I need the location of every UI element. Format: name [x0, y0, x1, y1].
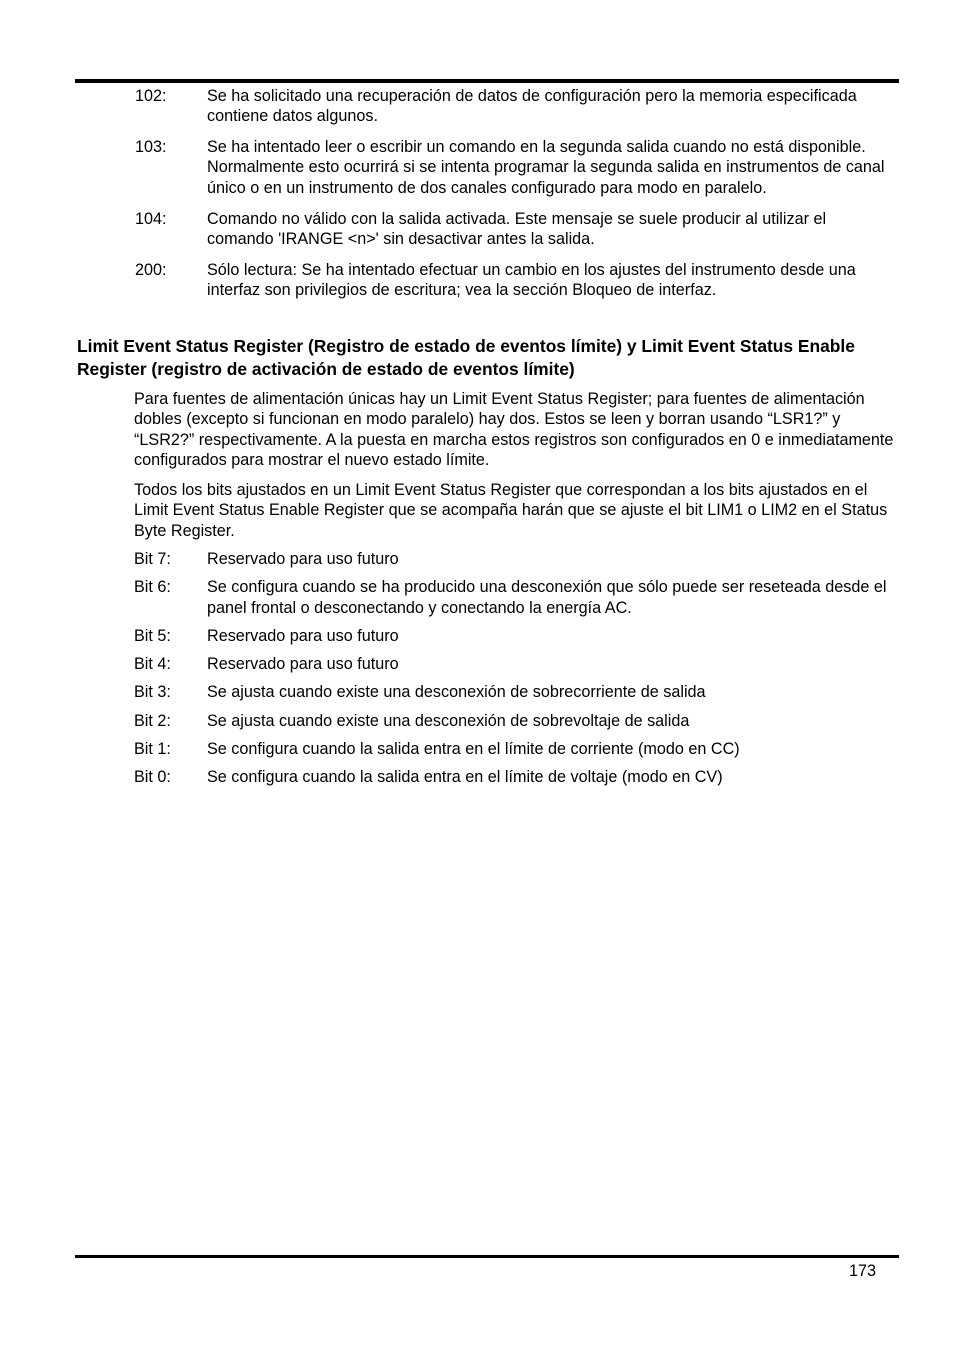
error-entry-102	[135, 86, 895, 127]
bit-item-2	[134, 711, 896, 731]
page-number: 173	[848, 1262, 876, 1280]
bit-label: Bit 3:	[134, 683, 171, 702]
bit-label: Bit 0:	[134, 768, 171, 787]
bit-label: Bit 1:	[134, 740, 171, 759]
bit-label: Bit 2:	[134, 711, 171, 730]
error-code: 104:	[135, 210, 167, 229]
bit-description: Se configura cuando se ha producido una desconexión que sólo puede ser reseteada desde el panel frontal o desconectando y conectando la energía AC.	[207, 578, 887, 617]
error-code: 103:	[135, 137, 167, 156]
error-entry-103	[135, 137, 895, 198]
error-code-list	[135, 86, 895, 301]
section-paragraph-1: Para fuentes de alimentación únicas hay un Limit Event Status Register; para fuentes de alimentación dobles (excepto si funcionan en modo paralelo) hay dos. Estos se leen y borran usando “LSR1?” y “LSR2?” respectivamente. A la puesta en marcha estos registros son configurados en 0 e inmediatamente configurados para mostrar el nuevo estado límite.	[134, 390, 894, 469]
bit-item-7	[134, 549, 896, 569]
error-code: 200:	[135, 260, 167, 279]
error-description: Comando no válido con la salida activada. Este mensaje se suele producir al utilizar el comando 'IRANGE <n>' sin desactivar antes la salida.	[207, 210, 827, 249]
bit-label: Bit 5:	[134, 626, 171, 645]
bit-item-3	[134, 682, 896, 702]
bit-item-4	[134, 654, 896, 674]
bit-description: Se configura cuando la salida entra en el límite de voltaje (modo en CV)	[207, 768, 723, 787]
bit-description: Se ajusta cuando existe una desconexión de sobrecorriente de salida	[207, 683, 706, 702]
bit-label: Bit 4:	[134, 655, 171, 674]
bit-item-0	[134, 767, 896, 787]
error-entry-104	[135, 209, 895, 250]
error-entry-200	[135, 260, 895, 301]
error-description: Sólo lectura: Se ha intentado efectuar un cambio en los ajustes del instrumento desde una interfaz son privilegios de escritura; vea la sección Bloqueo de interfaz.	[207, 260, 856, 300]
bit-description: Reservado para uso futuro	[207, 626, 399, 645]
bottom-rule	[75, 1255, 899, 1258]
top-rule	[75, 79, 899, 83]
bit-item-6	[134, 577, 896, 618]
bit-description: Se configura cuando la salida entra en el límite de corriente (modo en CC)	[207, 740, 740, 759]
bit-description: Se ajusta cuando existe una desconexión de sobrevoltaje de salida	[207, 711, 690, 730]
section-heading: Limit Event Status Register (Registro de estado de eventos límite) y Limit Event Status Enable Register (registro de activación de estado de eventos límite)	[77, 336, 855, 379]
bit-list	[134, 549, 896, 796]
bit-description: Reservado para uso futuro	[207, 655, 399, 674]
error-description: Se ha intentado leer o escribir un comando en la segunda salida cuando no está disponible. Normalmente esto ocurrirá si se intenta programar la segunda salida en instrumentos de canal único o en un instrumento de dos canales configurado para modo en paralelo.	[207, 137, 885, 197]
section-paragraph-2: Todos los bits ajustados en un Limit Event Status Register que correspondan a los bits ajustados en el Limit Event Status Enable Register que se acompaña harán que se ajuste el bit LIM1 o LIM2 en el Status Byte Register.	[134, 481, 888, 540]
bit-item-1	[134, 739, 896, 759]
bit-description: Reservado para uso futuro	[207, 550, 399, 568]
bit-item-5	[134, 626, 896, 646]
bit-label: Bit 6:	[134, 578, 171, 597]
bit-label: Bit 7:	[134, 550, 171, 568]
error-code: 102:	[135, 87, 167, 105]
error-description: Se ha solicitado una recuperación de datos de configuración pero la memoria especificada contiene datos algunos.	[207, 87, 857, 126]
